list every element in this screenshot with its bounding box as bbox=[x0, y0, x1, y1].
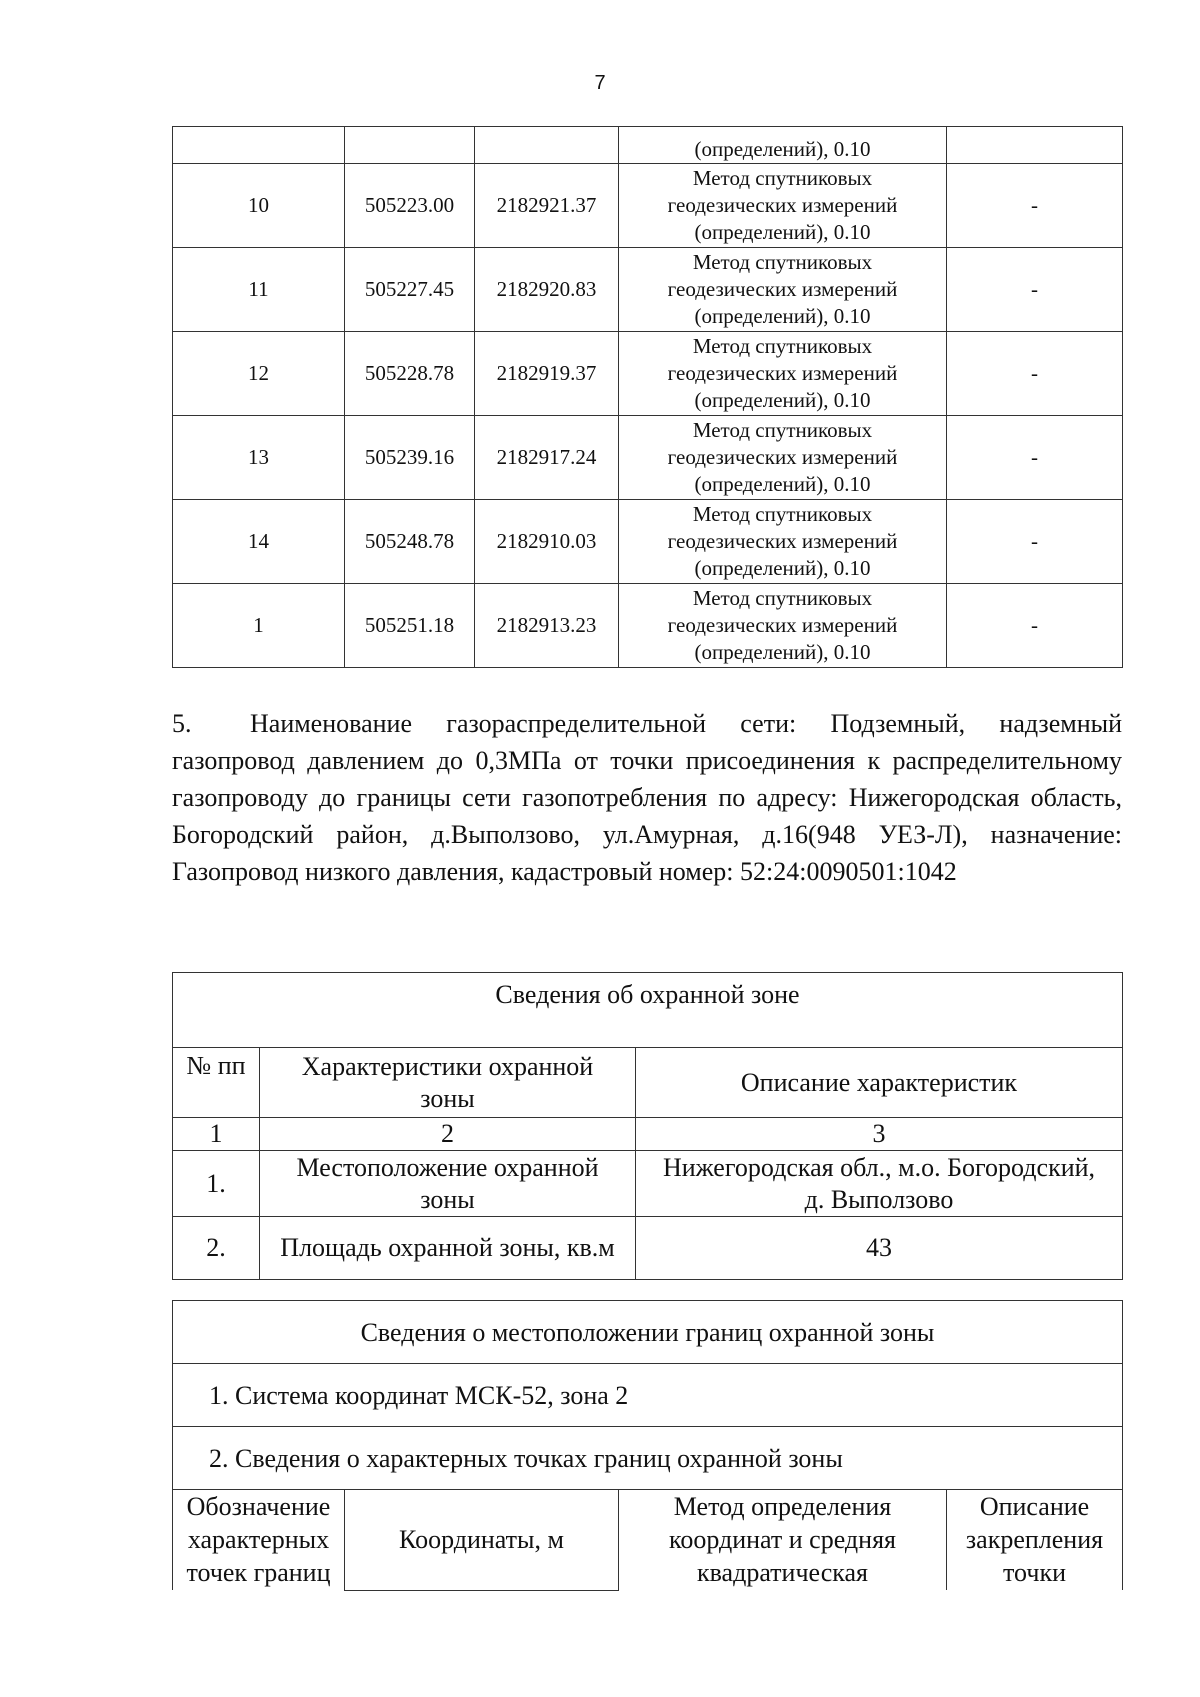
x-cell: 505228.78 bbox=[345, 332, 475, 416]
method-line: геодезических измерений bbox=[667, 445, 898, 469]
table-row bbox=[173, 1151, 1123, 1217]
header-row bbox=[173, 1490, 1123, 1591]
point-cell: 13 bbox=[173, 416, 345, 500]
index-row bbox=[173, 1118, 1123, 1151]
header-line: Метод определения bbox=[673, 1492, 892, 1521]
cell-line: зоны bbox=[420, 1184, 475, 1214]
desc-cell: - bbox=[947, 164, 1123, 248]
header-designation bbox=[173, 1490, 345, 1591]
index-cell: 2 bbox=[260, 1118, 636, 1151]
description-cell: 43 bbox=[636, 1217, 1123, 1280]
point-cell: 14 bbox=[173, 500, 345, 584]
method-line: Метод спутниковых bbox=[692, 502, 873, 526]
method-line: (определений), 0.10 bbox=[694, 640, 871, 664]
desc-cell: - bbox=[947, 416, 1123, 500]
y-cell: 2182917.24 bbox=[475, 416, 619, 500]
method-line: Метод спутниковых bbox=[692, 166, 873, 190]
desc-cell: - bbox=[947, 584, 1123, 668]
header-description: Описание характеристик bbox=[636, 1048, 1123, 1118]
table-row bbox=[173, 584, 1123, 668]
header-line: закрепления bbox=[965, 1525, 1104, 1554]
x-cell: 505248.78 bbox=[345, 500, 475, 584]
description-cell bbox=[636, 1151, 1123, 1217]
header-line: Описание bbox=[979, 1492, 1090, 1521]
header-line: точек границ bbox=[186, 1558, 331, 1587]
desc-cell: - bbox=[947, 248, 1123, 332]
x-cell: 505223.00 bbox=[345, 164, 475, 248]
method-line: (определений), 0.10 bbox=[694, 304, 871, 328]
header-line: Обозначение bbox=[186, 1492, 331, 1521]
x-cell: 505227.45 bbox=[345, 248, 475, 332]
x-cell: 505239.16 bbox=[345, 416, 475, 500]
desc-cell: - bbox=[947, 500, 1123, 584]
header-row bbox=[173, 1048, 1123, 1118]
item-row bbox=[173, 1427, 1123, 1490]
cell-line: Нижегородская обл., м.о. Богородский, bbox=[662, 1152, 1096, 1182]
method-cell bbox=[619, 584, 947, 668]
header-method bbox=[619, 1490, 947, 1591]
desc-cell: - bbox=[947, 332, 1123, 416]
header-line: зоны bbox=[420, 1083, 475, 1113]
coordinates-table bbox=[172, 126, 1123, 668]
table-row bbox=[173, 416, 1123, 500]
table-title: Сведения об охранной зоне bbox=[173, 973, 1123, 1048]
protection-zone-table bbox=[172, 972, 1123, 1280]
method-line: геодезических измерений bbox=[667, 529, 898, 553]
header-line: характерных bbox=[187, 1525, 330, 1554]
method-line: геодезических измерений bbox=[667, 193, 898, 217]
method-line: геодезических измерений bbox=[667, 361, 898, 385]
method-line: (определений), 0.10 bbox=[694, 388, 871, 412]
index-cell: 1 bbox=[173, 1118, 260, 1151]
method-cell bbox=[619, 164, 947, 248]
table-row bbox=[173, 332, 1123, 416]
cell-line: д. Выползово bbox=[804, 1184, 954, 1214]
header-characteristics bbox=[260, 1048, 636, 1118]
num-cell: 2. bbox=[173, 1217, 260, 1280]
header-coordinates: Координаты, м bbox=[345, 1490, 619, 1591]
method-cell bbox=[619, 332, 947, 416]
table-title: Сведения о местоположении границ охранной зоны bbox=[173, 1301, 1123, 1364]
characteristic-cell bbox=[260, 1151, 636, 1217]
table-title-row bbox=[173, 973, 1123, 1048]
table-row bbox=[173, 1217, 1123, 1280]
table-title-row bbox=[173, 1301, 1123, 1364]
header-line: координат и средняя bbox=[669, 1525, 896, 1554]
characteristic-cell: Площадь охранной зоны, кв.м bbox=[260, 1217, 636, 1280]
point-cell bbox=[173, 127, 345, 164]
point-cell: 11 bbox=[173, 248, 345, 332]
index-cell: 3 bbox=[636, 1118, 1123, 1151]
x-cell bbox=[345, 127, 475, 164]
section-number: 5. bbox=[172, 709, 192, 738]
method-line: Метод спутниковых bbox=[692, 418, 873, 442]
header-num: № пп bbox=[173, 1048, 260, 1118]
section-text: Наименование газораспределительной сети: Подземный, надземный газопровод давлением до 0,3МПа от точки присоединения к распределительному газопроводу до границы сети газопотребления по адресу: Нижегородская область, Богородский район, д.Выползово, ул.Амурная, д.16(948 УЕЗ-Л), назначение: Газопровод низкого давления, кадастровый номер: 52:24:0090501:1042 bbox=[172, 709, 1122, 886]
method-line: (определений), 0.10 bbox=[694, 220, 871, 244]
cell-line: Местоположение охранной bbox=[296, 1152, 599, 1182]
desc-cell bbox=[947, 127, 1123, 164]
header-fixing bbox=[947, 1490, 1123, 1591]
method-line: (определений), 0.10 bbox=[694, 472, 871, 496]
method-cell bbox=[619, 416, 947, 500]
method-line: Метод спутниковых bbox=[692, 250, 873, 274]
table-row bbox=[173, 500, 1123, 584]
header-line: Характеристики охранной bbox=[301, 1051, 594, 1081]
table-row bbox=[173, 127, 1123, 164]
boundaries-table bbox=[172, 1300, 1123, 1591]
method-cell bbox=[619, 248, 947, 332]
y-cell: 2182921.37 bbox=[475, 164, 619, 248]
method-line: (определений), 0.10 bbox=[694, 556, 871, 580]
method-line: геодезических измерений bbox=[667, 277, 898, 301]
table-row bbox=[173, 248, 1123, 332]
y-cell bbox=[475, 127, 619, 164]
y-cell: 2182913.23 bbox=[475, 584, 619, 668]
method-line: Метод спутниковых bbox=[692, 586, 873, 610]
point-cell: 10 bbox=[173, 164, 345, 248]
header-line: точки bbox=[1003, 1558, 1066, 1587]
num-cell: 1. bbox=[173, 1151, 260, 1217]
points-info: 2. Сведения о характерных точках границ охранной зоны bbox=[173, 1427, 1123, 1490]
table-row bbox=[173, 164, 1123, 248]
method-cell: (определений), 0.10 bbox=[619, 127, 947, 164]
page-number: 7 bbox=[594, 72, 606, 94]
coordinate-system: 1. Система координат МСК-52, зона 2 bbox=[173, 1364, 1123, 1427]
point-cell: 1 bbox=[173, 584, 345, 668]
y-cell: 2182919.37 bbox=[475, 332, 619, 416]
header-line: квадратическая bbox=[696, 1558, 869, 1587]
method-line: Метод спутниковых bbox=[692, 334, 873, 358]
x-cell: 505251.18 bbox=[345, 584, 475, 668]
point-cell: 12 bbox=[173, 332, 345, 416]
method-line: геодезических измерений bbox=[667, 613, 898, 637]
item-row bbox=[173, 1364, 1123, 1427]
network-description bbox=[172, 705, 1122, 890]
y-cell: 2182910.03 bbox=[475, 500, 619, 584]
y-cell: 2182920.83 bbox=[475, 248, 619, 332]
method-cell bbox=[619, 500, 947, 584]
